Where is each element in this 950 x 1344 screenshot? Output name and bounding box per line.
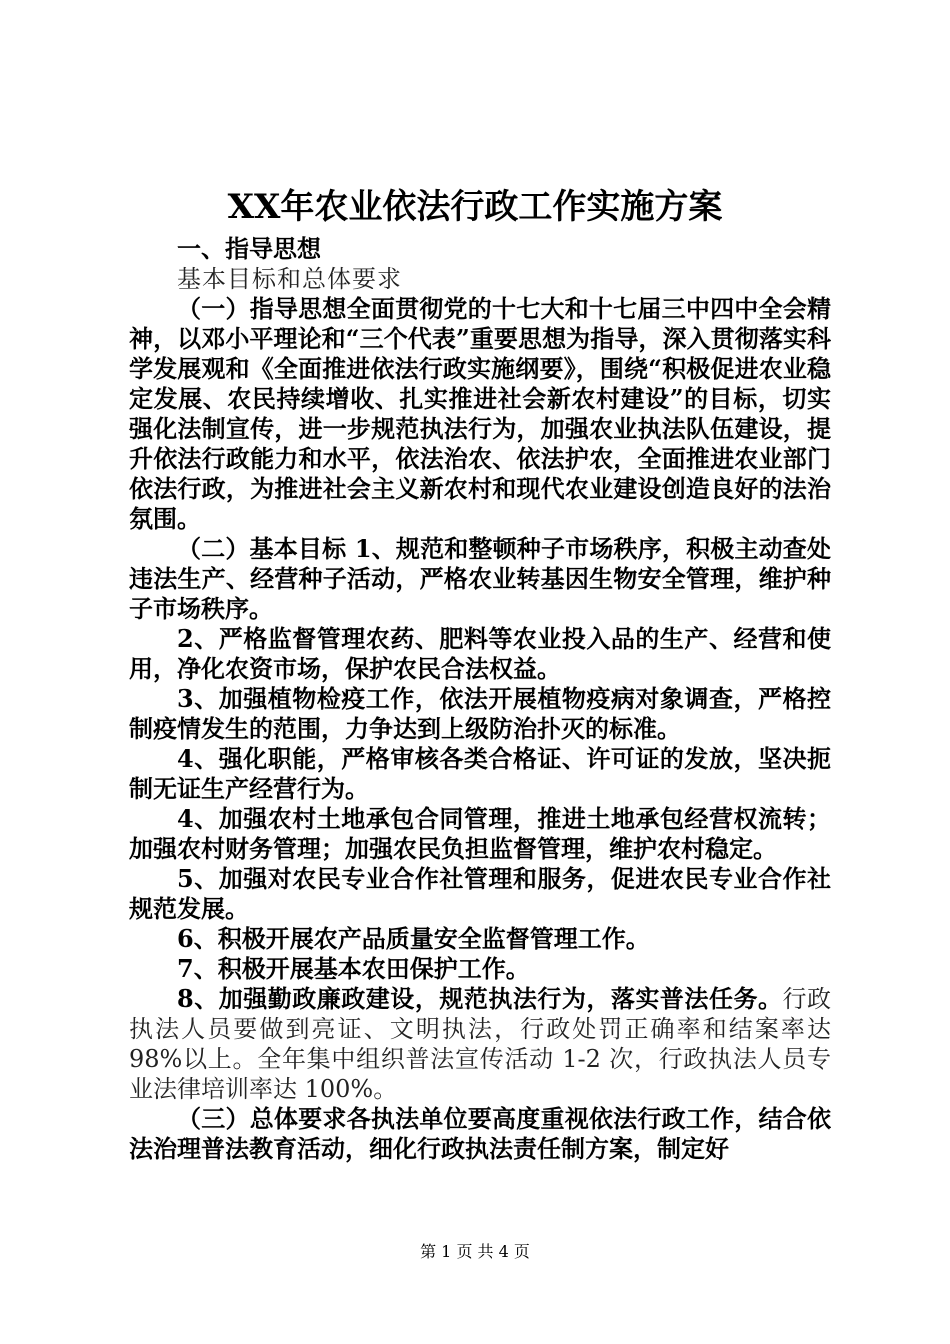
document-body: [129, 234, 831, 1164]
paragraph: （一）指导思想全面贯彻党的十七大和十七届三中四中全会精神，以邓小平理论和“三个代表”重要思想为指导，深入贯彻落实科学发展观和《全面推进依法行政实施纲要》，围绕“积极促进农业稳定发展、农民持续增收、扎实推进社会新农村建设”的目标，切实强化法制宣传，进一步规范执法行为，加强农业执法队伍建设，提升依法行政能力和水平，依法治农、依法护农，全面推进农业部门依法行政，为推进社会主义新农村和现代农业建设创造良好的法治氛围。: [129, 294, 831, 533]
paragraph: [129, 984, 831, 1104]
paragraph: 3、加强植物检疫工作，依法开展植物疫病对象调查，严格控制疫情发生的范围，力争达到上级防治扑灭的标准。: [129, 684, 831, 743]
paragraph: 7、积极开展基本农田保护工作。: [177, 954, 530, 983]
paragraph: 2、严格监督管理农药、肥料等农业投入品的生产、经营和使用，净化农资市场，保护农民合法权益。: [129, 624, 831, 683]
document-title: XX年农业依法行政工作实施方案: [227, 187, 723, 227]
paragraph: 4、强化职能，严格审核各类合格证、许可证的发放，坚决扼制无证生产经营行为。: [129, 744, 831, 803]
paragraph: （三）总体要求各执法单位要高度重视依法行政工作，结合依法治理普法教育活动，细化行政执法责任制方案，制定好: [129, 1104, 831, 1163]
page-number: 第 1 页 共 4 页: [420, 1242, 530, 1261]
paragraph: 5、加强对农民专业合作社管理和服务，促进农民专业合作社规范发展。: [129, 864, 831, 923]
subheading: 基本目标和总体要求: [177, 265, 402, 293]
paragraph-light-part: 行政执法人员要做到亮证、文明执法，行政处罚正确率和结案率达 98%以上。全年集中组织普法宣传活动 1-2 次，行政执法人员专业法律培训率达 100%。: [129, 985, 831, 1103]
paragraph: 6、积极开展农产品质量安全监督管理工作。: [177, 924, 650, 953]
section-heading: 一、指导思想: [177, 234, 321, 263]
paragraph: 4、加强农村土地承包合同管理，推进土地承包经营权流转；加强农村财务管理；加强农民负担监督管理，维护农村稳定。: [129, 804, 831, 863]
paragraph-bold-part: 8、加强勤政廉政建设，规范执法行为，落实普法任务。: [177, 984, 783, 1013]
paragraph: （二）基本目标 1、规范和整顿种子市场秩序，积极主动查处违法生产、经营种子活动，严格农业转基因生物安全管理，维护种子市场秩序。: [129, 534, 831, 623]
